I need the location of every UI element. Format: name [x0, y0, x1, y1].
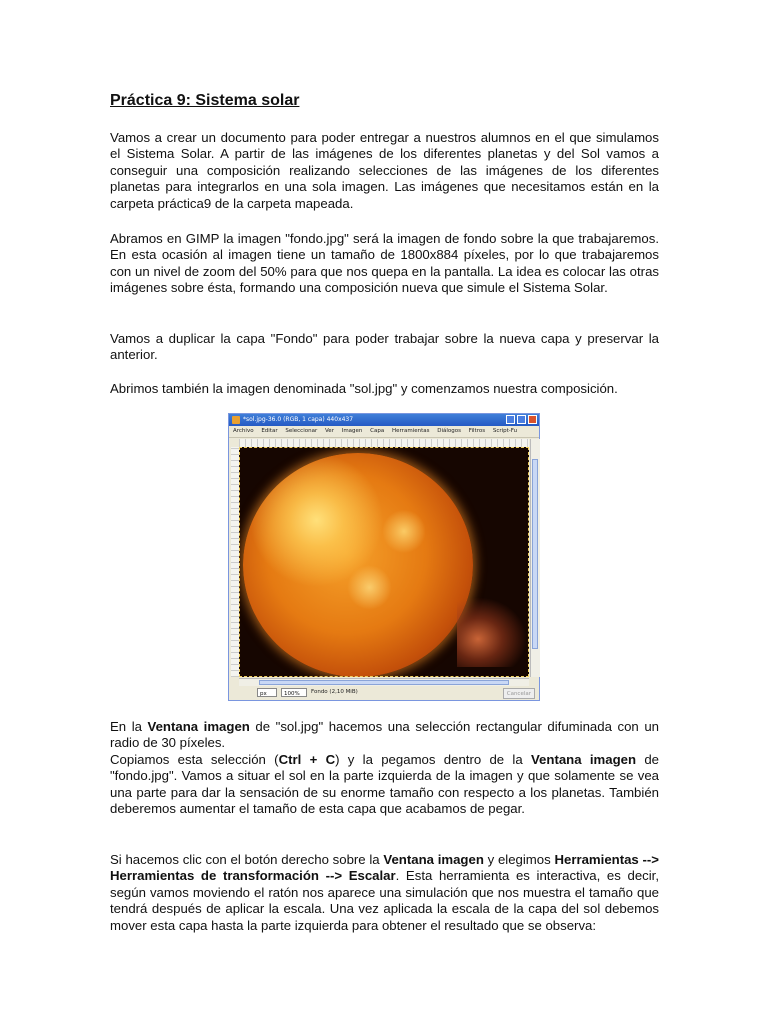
text-run: de "fondo.jpg". Vamos a situar el sol en la parte izquierda de la imagen y que solamente se vea una parte para dar la sensación de su enorme tamaño con respecto a los planetas. También deberemos aumentar el tamaño de esta capa que acabamos de pegar. [110, 751, 659, 817]
paragraph-selection [110, 719, 659, 817]
text-run: de "sol.jpg" hacemos una selección rectangular difuminada con un radio de 30 píxeles. [110, 719, 659, 751]
menu-item: Seleccionar [285, 428, 318, 434]
vertical-scrollbar [530, 439, 540, 677]
gimp-app-icon [232, 416, 240, 424]
bold-term: Herramientas --> Herramientas de transformación --> Escalar [110, 852, 659, 884]
selection-outline [239, 447, 529, 677]
paragraph-scale-tool [110, 852, 659, 934]
menu-item: Editar [261, 428, 278, 434]
gimp-window-figure [228, 413, 540, 701]
menu-item: Capa [370, 428, 385, 434]
paragraph-open-sol: Abrimos también la imagen denominada "sol.jpg" y comenzamos nuestra composición. [110, 381, 618, 396]
menu-item: Imagen [341, 428, 363, 434]
menu-item: Script-Fu [492, 428, 518, 434]
paragraph-intro: Vamos a crear un documento para poder entregar a nuestros alumnos en el que simulamos el Sistema Solar. A partir de las imágenes de los diferentes planetas y del Sol vamos a conseguir una composición realizando selecciones de las imágenes de los diferentes planetas para integrarlos en una sola imagen. Las imágenes que necesitamos están en la carpeta práctica9 de la carpeta mapeada. [110, 130, 659, 211]
gimp-status-bar [231, 687, 537, 699]
gimp-window-title: *sol.jpg-36.0 (RGB, 1 capa) 440x437 [243, 416, 354, 423]
gimp-title-bar [229, 414, 539, 426]
bold-term: Ctrl + C [278, 751, 336, 767]
close-icon [528, 415, 537, 424]
bold-term: Ventana imagen [147, 719, 250, 734]
text-run: Si hacemos clic con el botón derecho sobre la [110, 852, 384, 867]
text-run: Copiamos esta selección ( [110, 751, 279, 767]
menu-item: Archivo [233, 428, 254, 434]
menu-item: Filtros [468, 428, 486, 434]
bold-term: Ventana imagen [383, 852, 484, 867]
text-run: ) y la pegamos dentro de la [335, 751, 531, 767]
layer-info: Fondo (2,10 MiB) [311, 689, 358, 695]
menu-item: Ver [324, 428, 334, 434]
zoom-select: 100% [281, 688, 307, 697]
image-canvas [239, 447, 529, 677]
text-run: y elegimos [483, 852, 555, 867]
page-title: Práctica 9: Sistema solar [110, 92, 300, 109]
text-run: . Esta herramienta es interactiva, es decir, según vamos moviendo el ratón nos aparece una simulación que nos muestra el tamaño que tendrá después de aplicar la escala. Una vez aplicada la escala de la capa del sol debemos mover esta capa hasta la parte izquierda para obtener el resultado que se observa: [110, 868, 659, 933]
minimize-icon [506, 415, 515, 424]
bold-term: Ventana imagen [530, 751, 637, 767]
menu-item: Diálogos [437, 428, 461, 434]
maximize-icon [517, 415, 526, 424]
horizontal-scrollbar [239, 678, 529, 686]
paragraph-open-fondo: Abramos en GIMP la imagen "fondo.jpg" será la imagen de fondo sobre la que trabajaremos. En esta ocasión al imagen tiene un tamaño de 1800x884 píxeles, por lo que trabajaremos con un nivel de zoom del 50% para que nos quepa en la pantalla. La idea es colocar las otras imágenes sobre ésta, formando una composición nueva que simule el Sistema Solar. [110, 231, 659, 296]
paragraph-duplicate-layer: Vamos a duplicar la capa "Fondo" para poder trabajar sobre la nueva capa y preservar la anterior. [110, 331, 659, 363]
text-run: En la [110, 719, 148, 734]
unit-select: px [257, 688, 277, 697]
gimp-menu-bar [229, 426, 539, 438]
menu-item: Herramientas [392, 428, 430, 434]
cancel-button: Cancelar [503, 688, 535, 699]
